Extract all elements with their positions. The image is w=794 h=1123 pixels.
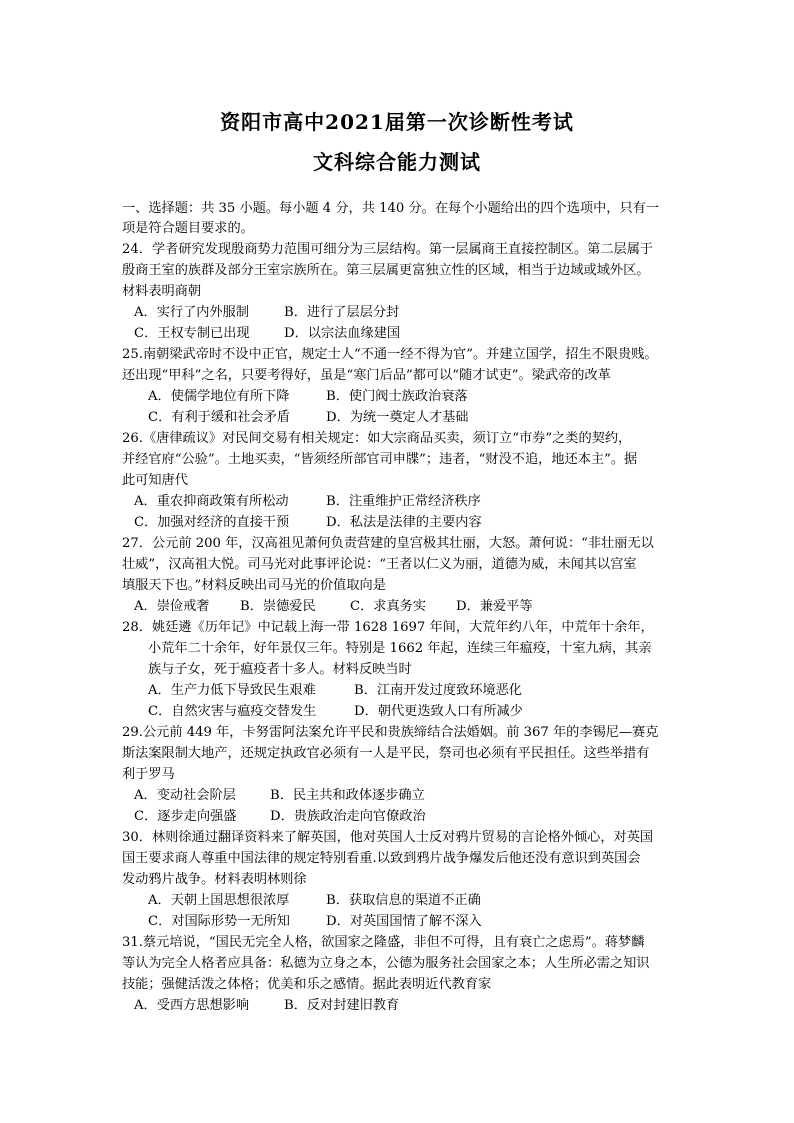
question-25-text: 还出现“甲科”之名，只要考得好，虽是“寒门后品”都可以“随才试吏”。梁武帝的改革 [122, 368, 611, 383]
question-29-option-c: C．逐步走向强盛 [134, 809, 237, 824]
question-25-text: 25.南朝梁武帝时不设中正官，规定士人“不通一经不得为官”。并建立国学，招生不限贵贱。 [122, 347, 658, 362]
question-27-option-d: D．兼爱平等 [456, 599, 533, 614]
question-29-option-d: D．贵族政治走向官僚政治 [270, 809, 426, 824]
question-28-text: 28．姚廷遴《历年记》中记载上海一带 1628 1697 年间，大荒年约八年，中荒年十余年， [122, 620, 654, 635]
question-26-text: 并经官府“公验”。土地买卖，“皆须经所部官司申牒”；违者，“财没不追，地还本主”。据 [122, 452, 638, 467]
question-26-text: 此可知唐代 [122, 473, 188, 488]
instructions-line: 项是符合题目要求的。 [122, 221, 254, 236]
question-28-text: 族与子女，死于瘟疫者十多人。材料反映当时 [148, 662, 412, 677]
question-24-text: 殷商王室的族群及部分王室宗族所在。第三层属更富独立性的区域，相当于边域或域外区。 [122, 263, 650, 278]
question-30-text: 国王要求商人尊重中国法律的规定特别看重.以致到鸦片战争爆发后他还没有意识到英国会 [122, 851, 641, 866]
question-25-option-b: B．使门阀士族政治衰落 [326, 389, 468, 404]
question-25-option-a: A．使儒学地位有所下降 [148, 389, 290, 404]
question-30-text: 30．林则徐通过翻译资料来了解英国，他对英国人士反对鸦片贸易的言论格外倾心，对英国 [122, 830, 654, 845]
exam-title: 资阳市高中2021届第一次诊断性考试 [220, 110, 574, 134]
exam-subtitle: 文科综合能力测试 [313, 150, 481, 174]
question-31-option-b: B．反对封建旧教育 [284, 998, 400, 1013]
question-31-text: 31.蔡元培说，“国民无完全人格，欲国家之隆盛，非但不可得，且有衰亡之虑焉”。蒋梦麟 [122, 935, 645, 950]
question-31-option-a: A．受西方思想影响 [134, 998, 250, 1013]
question-29-option-a: A．变动社会阶层 [134, 788, 236, 803]
question-30-text: 发动鸦片战争。材料表明林则徐 [122, 872, 307, 887]
question-27-text: 填服天下也。”材料反映出司马光的价值取向是 [122, 578, 386, 593]
question-30-option-b: B．获取信息的渠道不正确 [326, 893, 481, 908]
question-31-text: 技能；强健活泼之体格；优美和乐之感情。据此表明近代教育家 [122, 977, 492, 992]
question-28-option-a: A．生产力低下导致民生艰难 [148, 683, 316, 698]
question-28-text: 小荒年二十余年，好年景仅三年。特别是 1662 年起，连续三年瘟疫，十室九病，其亲 [148, 641, 652, 656]
question-30-option-c: C．对国际形势一无所知 [148, 914, 290, 929]
question-31-text: 等认为完全人格者应具备：私德为立身之本，公德为服务社会国家之本；人生所必需之知识 [122, 956, 650, 971]
question-27-option-a: A．崇俭戒奢 [134, 599, 210, 614]
question-29-text: 利于罗马 [122, 767, 175, 782]
question-24-option-a: A．实行了内外服制 [134, 305, 250, 320]
question-24-option-b: B．进行了层层分封 [284, 305, 400, 320]
question-29-text: 29.公元前 449 年，卡努雷阿法案允许平民和贵族缔结合法婚姻。前 367 年的李锡尼—赛克 [122, 725, 659, 740]
question-24-text: 24．学者研究发现殷商势力范围可细分为三层结构。第一层属商王直接控制区。第二层属于 [122, 242, 654, 257]
question-27-text: 壮威”，汉高祖大悦。司马光对此事评论说：“王者以仁义为丽，道德为威，未闻其以宫室 [122, 557, 637, 572]
question-25-option-c: C．有利于缓和社会矛盾 [148, 410, 290, 425]
question-24-option-d: D．以宗法血缘建国 [284, 326, 401, 341]
question-25-option-d: D．为统一奠定人才基础 [326, 410, 469, 425]
question-27-text: 27．公元前 200 年，汉高祖见萧何负责营建的皇宫极其壮丽，大怒。萧何说：“非壮丽无以 [122, 536, 654, 551]
question-28-option-d: D．朝代更迭致人口有所减少 [354, 704, 523, 719]
question-26-option-d: D．私法是法律的主要内容 [326, 515, 482, 530]
question-24-option-c: C．王权专制已出现 [134, 326, 250, 341]
question-29-text: 斯法案限制大地产，还规定执政官必须有一人是平民，祭司也必须有平民担任。这些举措有 [122, 746, 650, 761]
question-27-option-c: C．求真务实 [350, 599, 427, 614]
question-24-text: 材料表明商朝 [122, 284, 202, 299]
question-30-option-d: D．对英国国情了解不深入 [326, 914, 482, 929]
question-26-text: 26.《唐律疏议》对民间交易有相关规定：如大宗商品买卖，须订立“市券”之类的契约， [122, 431, 632, 446]
question-26-option-c: C．加强对经济的直接干预 [134, 515, 290, 530]
question-26-option-b: B．注重维护正常经济秩序 [326, 494, 481, 509]
question-26-option-a: A．重农抑商政策有所松动 [134, 494, 289, 509]
question-28-option-c: C．自然灾害与瘟疫交替发生 [148, 704, 317, 719]
question-28-option-b: B．江南开发过度致环境恶化 [354, 683, 522, 698]
question-27-option-b: B．崇德爱民 [240, 599, 316, 614]
instructions-line: 一、选择题：共 35 小题。每小题 4 分，共 140 分。在每个小题给出的四个选项中，只有一 [122, 201, 660, 216]
question-29-option-b: B．民主共和政体逐步确立 [270, 788, 425, 803]
question-30-option-a: A．天朝上国思想很浓厚 [148, 893, 290, 908]
